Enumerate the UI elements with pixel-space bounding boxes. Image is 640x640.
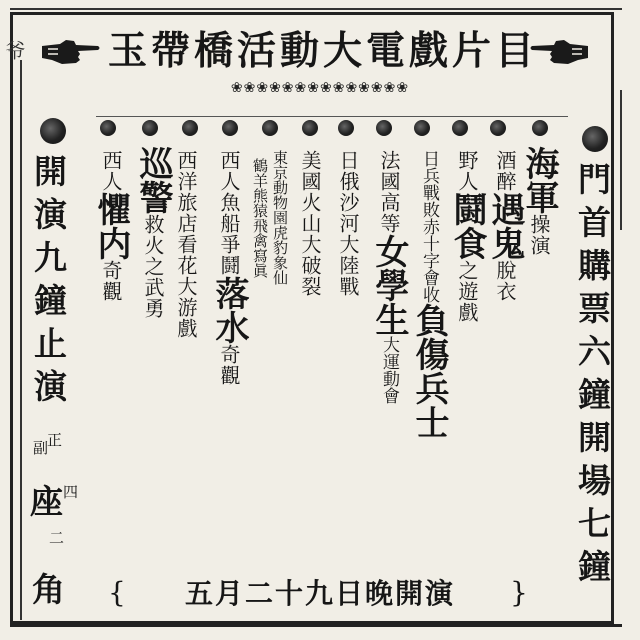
bullet-dot [338, 120, 354, 136]
price-bottom: 二 [47, 530, 65, 545]
title-rule [96, 116, 568, 117]
seat-class-bottom: 副 [31, 440, 49, 455]
pointing-hand-icon [528, 38, 590, 66]
program-10: 西洋旅店看花大游戲 [174, 150, 198, 339]
bracket-right: } [510, 576, 528, 609]
program-title: 落水 [209, 276, 249, 344]
program-subtitle: 脫衣 [493, 260, 517, 302]
bullet-dot [490, 120, 506, 136]
bullet-dot [376, 120, 392, 136]
program-7: 美國火山大破裂 [298, 150, 322, 297]
program-3 [447, 150, 487, 323]
price-top: 四 [61, 484, 79, 499]
ad-title: 玉帶橋活動大電戲片目 [108, 28, 539, 74]
bullet-dot [142, 120, 158, 136]
program-subtitle: 奇觀 [217, 344, 241, 386]
program-8-line-2: 鶴羊熊猿飛禽寫眞 [251, 158, 269, 278]
bullet-dot [100, 120, 116, 136]
program-title: 鬪食 [447, 192, 487, 260]
bullet-dot [302, 120, 318, 136]
program-prefix: 日兵戰敗赤十字會收 [419, 150, 439, 303]
program-6: 日俄沙河大陸戰 [336, 150, 360, 297]
program-11 [133, 146, 173, 319]
bullet-dot [262, 120, 278, 136]
bullet-dot [414, 120, 430, 136]
program-5 [369, 150, 409, 404]
ad-frame [10, 12, 614, 624]
pointing-hand-icon [40, 38, 102, 66]
edge-fragment: 爷 [2, 40, 26, 60]
program-title: 遇鬼 [485, 192, 525, 260]
program-title: 海軍 [519, 146, 559, 214]
bullet-dot [582, 126, 608, 152]
program-prefix: 酒醉 [493, 150, 517, 192]
program-9 [209, 150, 249, 386]
program-prefix: 西人魚船爭鬪 [217, 150, 241, 276]
top-rule [10, 8, 622, 10]
show-end-time: 開演九鐘止演 [29, 154, 68, 412]
bullet-dot [40, 118, 66, 144]
bottom-rule [10, 624, 622, 627]
seat-class-top: 正 [45, 432, 63, 447]
right-edge-line [620, 90, 640, 230]
program-title: 負傷兵士 [409, 303, 449, 439]
program-4 [409, 150, 449, 439]
program-prefix: 野人 [455, 150, 479, 192]
program-subtitle: 操演 [527, 214, 551, 256]
program-title: 女學生 [369, 234, 409, 336]
program-subtitle: 救火之武勇 [141, 214, 165, 319]
bullet-dot [532, 120, 548, 136]
program-subtitle: 奇觀 [99, 260, 123, 302]
program-12 [91, 150, 131, 302]
ornament-row: ❀❀❀❀❀❀❀❀❀❀❀❀❀❀ [230, 80, 410, 96]
price-unit: 角 [27, 572, 66, 615]
bullet-dot [452, 120, 468, 136]
program-title: 巡警 [133, 146, 173, 214]
left-border-line [20, 60, 22, 620]
ticket-info: 門首購票六鐘開場七鐘 [573, 162, 612, 592]
opening-date: 五月二十九日晚開演 [184, 577, 455, 610]
program-8-line-1: 東京動物園虎豹象仙 [271, 150, 289, 285]
program-prefix: 西人 [99, 150, 123, 192]
bullet-dot [182, 120, 198, 136]
program-subtitle: 大運動會 [379, 336, 399, 404]
program-1 [519, 146, 559, 256]
bullet-dot [222, 120, 238, 136]
bracket-left: { [108, 576, 126, 609]
program-subtitle: 之遊戲 [455, 260, 479, 323]
program-prefix: 法國高等 [377, 150, 401, 234]
program-title: 懼内 [91, 192, 131, 260]
program-2 [485, 150, 525, 302]
price-label: 座 [25, 484, 64, 527]
